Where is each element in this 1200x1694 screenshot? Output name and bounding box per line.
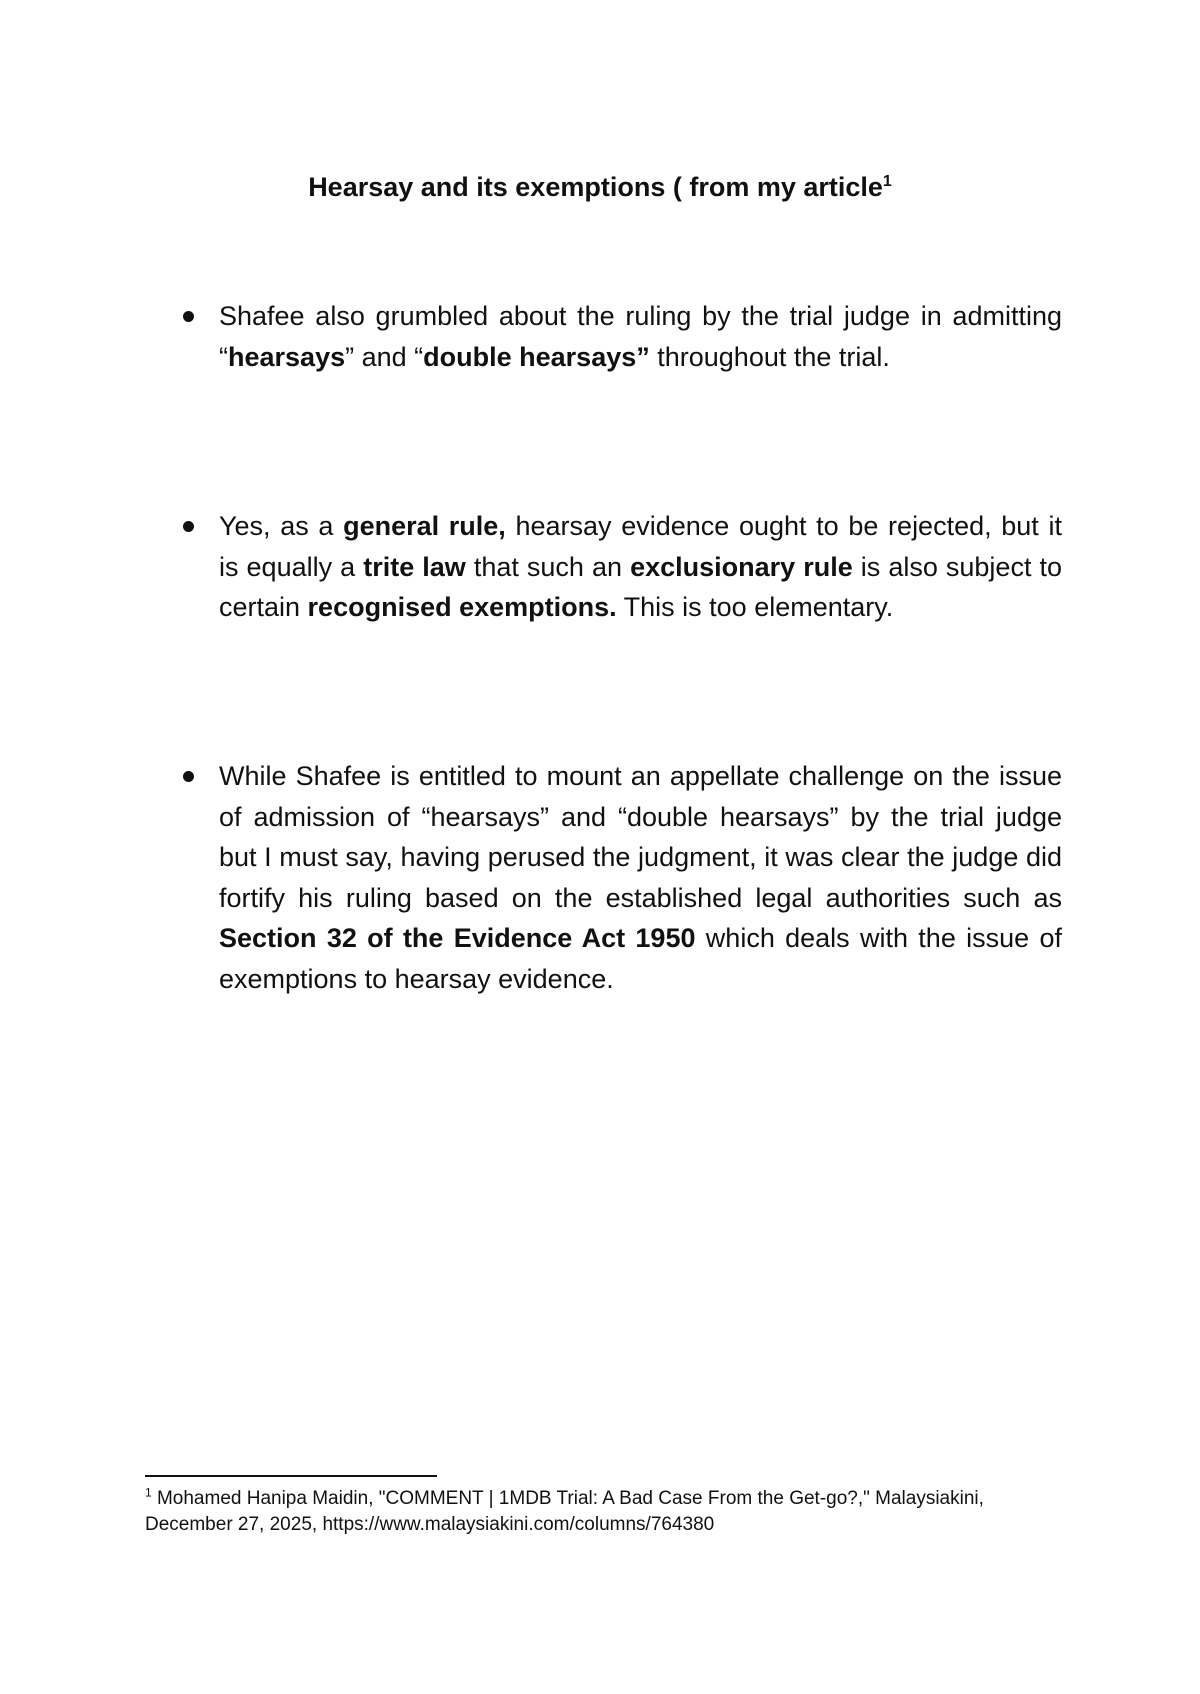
bullet-text: This is too elementary. (616, 592, 894, 622)
title-footnote-ref[interactable]: 1 (882, 173, 892, 190)
bullet-item (219, 296, 1062, 377)
bullet-bold-text: general rule, (343, 511, 506, 541)
bullet-text: throughout the trial. (649, 341, 890, 372)
bullet-bold-text: Section 32 of the Evidence Act 1950 (219, 923, 696, 953)
bullet-text: which deals with the issue of exemptions to hearsay evidence. (219, 923, 1062, 994)
bullet-text: that such an (465, 551, 631, 582)
document-title (0, 168, 1200, 206)
footnote-number: 1 (145, 1485, 152, 1500)
bullet-item (219, 756, 1062, 999)
bullet-bold-text: hearsays (228, 341, 346, 372)
title-text: Hearsay and its exemptions ( from my article (308, 172, 883, 202)
bullet-bold-text: trite law (363, 551, 466, 582)
footnote (145, 1486, 1065, 1538)
bullet-dot-icon (183, 521, 194, 532)
bullet-text: Yes, as a (219, 511, 344, 541)
bullet-text: is also subject to certain (219, 551, 1063, 622)
bullet-text: hearsay evidence ought to be rejected, but it is equally a (219, 511, 1062, 582)
bullet-text: While Shafee is entitled to mount an appellate challenge on the issue of admission of “hearsays” and “double hearsays” by the trial judge but I must say, having perused the judgment, it was clear the judge did fortify his ruling based on the established legal authorities such as (219, 761, 1062, 913)
bullet-bold-text: exclusionary rule (630, 551, 853, 582)
bullet-dot-icon (183, 311, 194, 322)
bullet-bold-text: recognised exemptions. (307, 592, 617, 622)
footnote-separator (145, 1475, 437, 1477)
bullet-text: ” and “ (345, 341, 424, 372)
footnote-text: Mohamed Hanipa Maidin, "COMMENT | 1MDB Trial: A Bad Case From the Get-go?," Malaysiakini, December 27, 2025, https://www.malaysiakini.com/columns/764380 (145, 1488, 984, 1535)
bullet-text: Shafee also grumbled about the ruling by the trial judge in admitting “ (219, 301, 1062, 372)
bullet-dot-icon (183, 771, 194, 782)
bullet-item (219, 506, 1062, 628)
bullet-bold-text: double hearsays” (423, 341, 650, 372)
